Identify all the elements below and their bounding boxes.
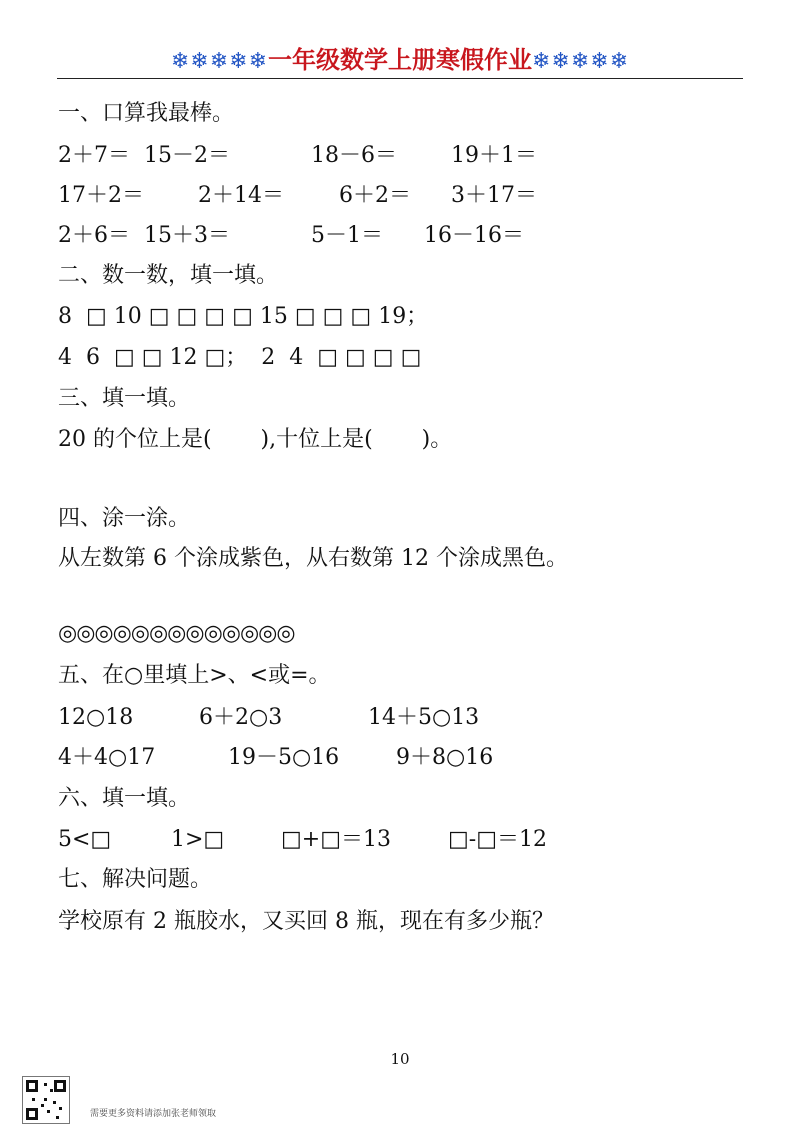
footer-note: 需要更多资料请添加张老师领取 <box>90 1109 217 1119</box>
footer <box>22 1076 217 1124</box>
word-problem: 学校原有 2 瓶胶水，又买回 8 瓶，现在有多少瓶？ <box>58 909 554 934</box>
compare-problem: 12○18 <box>58 705 134 730</box>
section-7-heading: 七、解决问题。 <box>58 867 213 892</box>
place-value-question: 20 的个位上是( ),十位上是( )。 <box>58 427 453 452</box>
circle-row: ◎◎◎◎◎◎◎◎◎◎◎◎◎ <box>58 621 295 646</box>
problem: 6＋2＝ <box>339 183 411 208</box>
problem: 18－6＝ <box>311 143 397 168</box>
page-number: 10 <box>390 1050 410 1068</box>
problem: 15－2＝ <box>144 143 230 168</box>
compare-problem: 9＋8○16 <box>396 745 494 770</box>
snowflake-icon: ❄❄❄❄❄ <box>532 49 630 74</box>
fill-item: 1>□ <box>171 827 225 852</box>
fill-item: □-□＝12 <box>448 827 548 852</box>
compare-problem: 4＋4○17 <box>58 745 156 770</box>
section-2-heading: 二、数一数，填一填。 <box>58 263 279 288</box>
snowflake-icon: ❄❄❄❄❄ <box>170 49 268 74</box>
fill-item: □+□＝13 <box>281 827 392 852</box>
compare-problem: 6＋2○3 <box>199 705 283 730</box>
section-4-heading: 四、涂一涂。 <box>58 506 191 531</box>
section-1-heading: 一、口算我最棒。 <box>58 101 235 126</box>
section-6-heading: 六、填一填。 <box>58 786 191 811</box>
problem: 16－16＝ <box>424 223 524 248</box>
worksheet-title: 一年级数学上册寒假作业 <box>268 45 532 74</box>
problem: 19＋1＝ <box>451 143 537 168</box>
problem: 2＋14＝ <box>198 183 284 208</box>
compare-problem: 19－5○16 <box>228 745 340 770</box>
header-divider <box>57 78 743 79</box>
section-5-heading: 五、在○里填上>、<或=。 <box>58 663 331 688</box>
compare-problem: 14＋5○13 <box>368 705 480 730</box>
problem: 3＋17＝ <box>451 183 537 208</box>
problem: 2＋7＝ <box>58 143 130 168</box>
problem: 2＋6＝ <box>58 223 130 248</box>
number-sequence: 8 □ 10 □ □ □ □ 15 □ □ □ 19； <box>58 304 429 329</box>
worksheet-header <box>0 40 800 75</box>
section-3-heading: 三、填一填。 <box>58 386 191 411</box>
number-sequence: 4 6 □ □ 12 □； 2 4 □ □ □ □ <box>58 345 422 370</box>
problem: 5－1＝ <box>311 223 383 248</box>
fill-item: 5<□ <box>58 827 112 852</box>
coloring-instruction: 从左数第 6 个涂成紫色，从右数第 12 个涂成黑色。 <box>58 546 568 571</box>
qr-code-icon <box>22 1076 70 1124</box>
problem: 17＋2＝ <box>58 183 144 208</box>
problem: 15＋3＝ <box>144 223 230 248</box>
